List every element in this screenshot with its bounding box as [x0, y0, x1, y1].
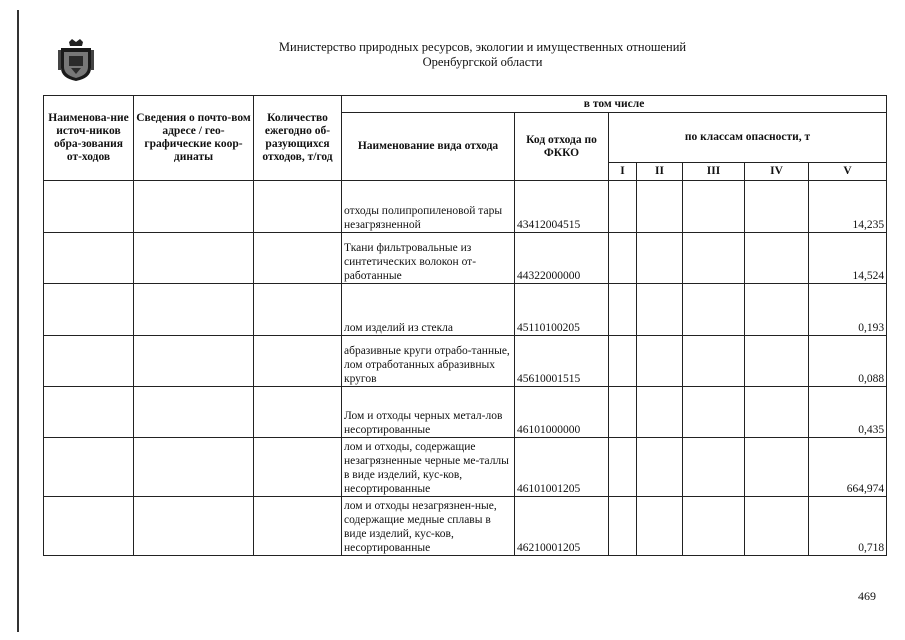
page-margin-line [17, 10, 19, 632]
fkko-code: 45610001515 [515, 336, 609, 387]
class-5-value: 14,235 [809, 181, 887, 233]
col-header-including: в том числе [342, 96, 887, 113]
class-5-value: 0,088 [809, 336, 887, 387]
ministry-name: Министерство природных ресурсов, экологии и имущественных отношений [278, 40, 687, 54]
class-5-value: 0,718 [809, 497, 887, 556]
col-header-class-4: IV [745, 163, 809, 181]
fkko-code: 44322000000 [515, 233, 609, 284]
table-row [44, 438, 887, 497]
fkko-code: 46210001205 [515, 497, 609, 556]
waste-name: абразивные круги отрабо-танные, лом отработанных абразивных кругов [342, 336, 515, 387]
orenburg-coat-of-arms-icon [58, 38, 94, 82]
class-5-value: 0,193 [809, 284, 887, 336]
table-row [44, 497, 887, 556]
col-header-source: Наименова-ние источ-ников обра-зования от-ходов [44, 96, 134, 181]
ministry-header [200, 40, 765, 70]
col-header-class-3: III [683, 163, 745, 181]
col-header-class-2: II [637, 163, 683, 181]
waste-name: Ткани фильтровальные из синтетических волокон от-работанные [342, 233, 515, 284]
page-number: 469 [858, 589, 876, 603]
class-5-value: 14,524 [809, 233, 887, 284]
class-5-value: 0,435 [809, 387, 887, 438]
col-header-fkko-code: Код отхода по ФККО [515, 113, 609, 181]
col-header-waste-name: Наименование вида отхода [342, 113, 515, 181]
waste-name: Лом и отходы черных метал-лов несортированные [342, 387, 515, 438]
region-name: Оренбургской области [422, 55, 543, 69]
fkko-code: 46101000000 [515, 387, 609, 438]
waste-name: лом изделий из стекла [342, 284, 515, 336]
waste-name: лом и отходы, содержащие незагрязненные черные ме-таллы в виде изделий, кус-ков, несортированные [342, 438, 515, 497]
table-row [44, 336, 887, 387]
table-row [44, 233, 887, 284]
table-row [44, 387, 887, 438]
table-row [44, 284, 887, 336]
waste-sources-table [43, 95, 887, 556]
col-header-class-5: V [809, 163, 887, 181]
waste-name: отходы полипропиленовой тары незагрязненной [342, 181, 515, 233]
col-header-class-1: I [609, 163, 637, 181]
fkko-code: 46101001205 [515, 438, 609, 497]
waste-name: лом и отходы незагрязнен-ные, содержащие медные сплавы в виде изделий, кус-ков, несортированные [342, 497, 515, 556]
fkko-code: 45110100205 [515, 284, 609, 336]
class-5-value: 664,974 [809, 438, 887, 497]
col-header-hazard-classes: по классам опасности, т [609, 113, 887, 163]
header-row [44, 96, 887, 113]
table-row [44, 181, 887, 233]
fkko-code: 43412004515 [515, 181, 609, 233]
col-header-quantity: Количество ежегодно об-разующихся отходов, т/год [254, 96, 342, 181]
col-header-address: Сведения о почто-вом адресе / гео-графические коор-динаты [134, 96, 254, 181]
